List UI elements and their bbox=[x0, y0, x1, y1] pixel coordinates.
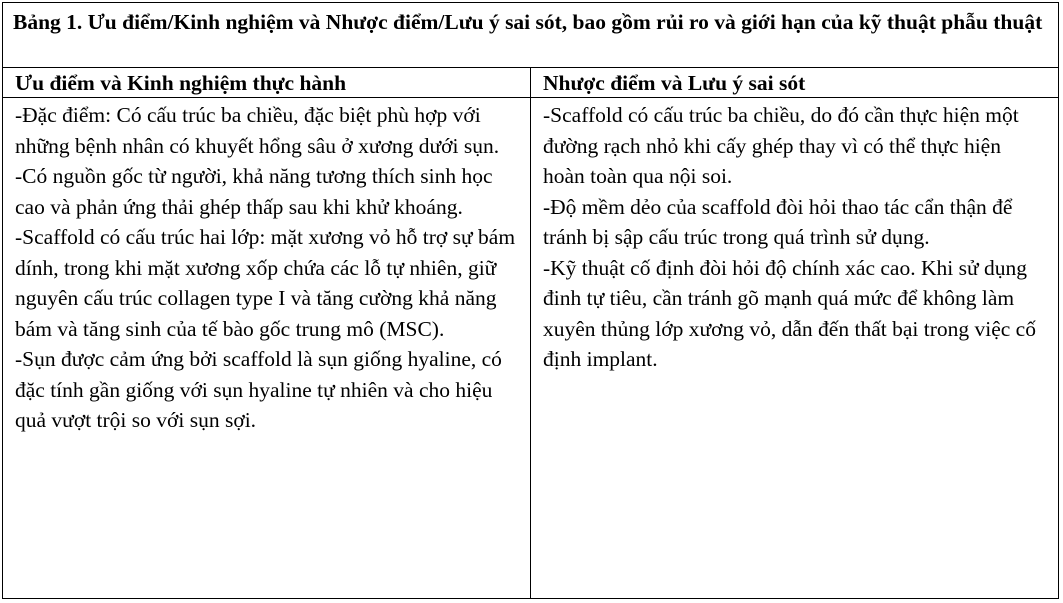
right-column-header: Nhược điểm và Lưu ý sai sót bbox=[531, 68, 1058, 98]
right-item: -Scaffold có cấu trúc ba chiều, do đó cần thực hiện một đường rạch nhỏ khi cấy ghép thay vì có thể thực hiện hoàn toàn qua nội soi. bbox=[543, 103, 1019, 188]
left-column-header: Ưu điểm và Kinh nghiệm thực hành bbox=[3, 68, 530, 98]
right-item: -Kỹ thuật cố định đòi hỏi độ chính xác cao. Khi sử dụng đinh tự tiêu, cần tránh gõ mạnh quá mức để không làm xuyên thủng lớp xương vỏ, dẫn đến thất bại trong việc cố định implant. bbox=[543, 255, 1036, 371]
left-column-body bbox=[3, 98, 530, 436]
right-column-body bbox=[531, 98, 1058, 375]
table-title: Bảng 1. Ưu điểm/Kinh nghiệm và Nhược điểm/Lưu ý sai sót, bao gồm rủi ro và giới hạn của kỹ thuật phẫu thuật bbox=[3, 3, 1058, 68]
document-table bbox=[2, 2, 1059, 599]
left-item: -Sụn được cảm ứng bởi scaffold là sụn giống hyaline, có đặc tính gần giống với sụn hyaline tự nhiên và cho hiệu quả vượt trội so với sụn sợi. bbox=[15, 347, 502, 432]
left-column bbox=[3, 68, 531, 598]
right-item: -Độ mềm dẻo của scaffold đòi hỏi thao tác cẩn thận để tránh bị sập cấu trúc trong quá trình sử dụng. bbox=[543, 194, 1013, 249]
left-item: -Có nguồn gốc từ người, khả năng tương thích sinh học cao và phản ứng thải ghép thấp sau khi khử khoáng. bbox=[15, 164, 493, 219]
left-item: -Scaffold có cấu trúc hai lớp: mặt xương vỏ hỗ trợ sự bám dính, trong khi mặt xương xốp chứa các lỗ tự nhiên, giữ nguyên cấu trúc collagen type I và tăng cường khả năng bám và tăng sinh của tế bào gốc trung mô (MSC). bbox=[15, 225, 516, 341]
right-column bbox=[531, 68, 1058, 598]
left-item: -Đặc điểm: Có cấu trúc ba chiều, đặc biệt phù hợp với những bệnh nhân có khuyết hổng sâu ở xương dưới sụn. bbox=[15, 103, 500, 158]
